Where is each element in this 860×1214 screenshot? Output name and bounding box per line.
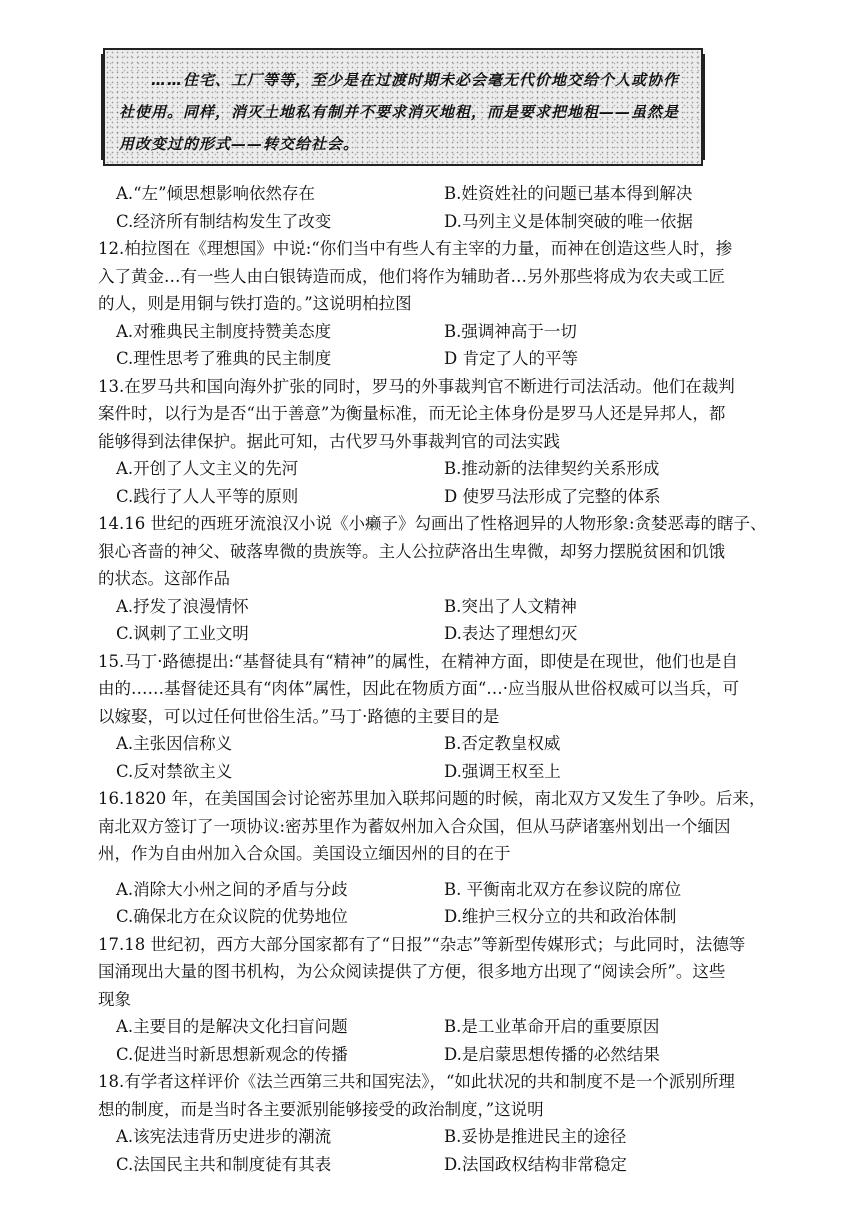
q18-option-d[interactable]: D.法国政权结构非常稳定 — [444, 1154, 627, 1174]
q16-stem-line: 南北双方签订了一项协议:密苏里作为蓄奴州加入合众国，但从马萨诸塞州划出一个缅因 — [98, 816, 731, 836]
q12-option-c[interactable]: C.理性思考了雅典的民主制度 — [116, 349, 332, 368]
q16-option-c[interactable]: C.确保北方在众议院的优势地位 — [116, 907, 348, 926]
q14-stem-line: 的状态。这部作品 — [98, 569, 230, 588]
q13-stem — [98, 373, 770, 456]
q16-stem — [98, 785, 770, 868]
q17-option-c[interactable]: C.促进当时新思想新观念的传播 — [116, 1044, 348, 1064]
q12-option-a[interactable]: A.对雅典民主制度持赞美态度 — [116, 321, 332, 341]
q11-option-b[interactable]: B.姓资姓社的问题已基本得到解决 — [444, 184, 693, 203]
q12-stem-line: 的人，则是用铜与铁打造的。”这说明柏拉图 — [98, 294, 412, 313]
question-17 — [98, 931, 770, 1069]
q16-stem-line: 州，作为自由州加入合众国。美国设立缅因州的目的在于 — [98, 844, 511, 863]
q12-option-b[interactable]: B.强调神高于一切 — [444, 321, 577, 341]
q18-stem-line: 18.有学者这样评价《法兰西第三共和国宪法》，“如此状况的共和制度不是一个派别所理 — [98, 1072, 735, 1091]
q15-stem-line: 15.马丁·路德提出:“基督徒具有“精神”的属性，在精神方面，即使是在现世，他们也是自 — [98, 651, 738, 671]
q18-option-a[interactable]: A.该宪法违背历史进步的潮流 — [116, 1127, 332, 1146]
q16-option-b[interactable]: B. 平衡南北双方在参议院的席位 — [444, 879, 682, 899]
q13-stem-line: 案件时，以行为是否“出于善意”为衡量标准，而无论主体身份是罗马人还是异邦人，都 — [98, 404, 726, 423]
q14-stem-line: 狠心吝啬的神父、破落卑微的贵族等。主人公拉萨洛出生卑微，却努力摆脱贫困和饥饿 — [98, 541, 725, 561]
q15-stem — [98, 648, 770, 731]
q17-stem-line: 现象 — [98, 989, 131, 1009]
q13-option-c[interactable]: C.践行了人人平等的原则 — [116, 486, 299, 506]
q14-option-d[interactable]: D.表达了理想幻灭 — [444, 624, 578, 643]
q15-stem-line: 以嫁娶，可以过任何世俗生活。”马丁·路德的主要目的是 — [98, 706, 500, 726]
q18-stem-line: 想的制度，而是当时各主要派别能够接受的政治制度，”这说明 — [98, 1099, 544, 1119]
question-16 — [98, 785, 770, 931]
quote-text: ……住宅、工厂等等，至少是在过渡时期未必会毫无代价地交给个人或协作社使用。同样，消灭土地私有制并不要求消灭地租，而是要求把地租——虽然是用改变过的形式——转交给社会。 — [119, 71, 680, 153]
q13-option-d[interactable]: D 使罗马法形成了完整的体系 — [444, 486, 661, 506]
q17-option-a[interactable]: A.主要目的是解决文化扫盲问题 — [116, 1017, 348, 1036]
q15-option-c[interactable]: C.反对禁欲主义 — [116, 761, 233, 781]
q18-stem — [98, 1068, 770, 1123]
q18-option-b[interactable]: B.妥协是推进民主的途径 — [444, 1127, 627, 1146]
q12-option-d[interactable]: D 肯定了人的平等 — [444, 349, 578, 368]
q17-option-d[interactable]: D.是启蒙思想传播的必然结果 — [444, 1044, 660, 1064]
q12-stem-line: 入了黄金…有一些人由白银铸造而成，他们将作为辅助者…另外那些将成为农夫或工匠 — [98, 266, 725, 286]
q15-option-b[interactable]: B.否定教皇权威 — [444, 734, 561, 753]
q13-stem-line: 能够得到法律保护。据此可知，古代罗马外事裁判官的司法实践 — [98, 431, 560, 451]
q14-option-c[interactable]: C.讽刺了工业文明 — [116, 624, 249, 643]
q17-stem-line: 17.18 世纪初，西方大部分国家都有了“日报”“杂志”等新型传媒形式；与此同时，法德等 — [98, 934, 746, 954]
q12-stem — [98, 235, 770, 318]
q13-option-a[interactable]: A.开创了人文主义的先河 — [116, 459, 299, 478]
quote-box — [103, 48, 703, 166]
q11-option-a[interactable]: A.“左”倾思想影响依然存在 — [116, 184, 316, 203]
question-list — [98, 180, 770, 1178]
q15-stem-line: 由的……基督徒还具有“肉体”属性，因此在物质方面“…·应当服从世俗权威可以当兵，可 — [98, 679, 740, 698]
q14-stem — [98, 510, 770, 593]
q16-option-a[interactable]: A.消除大小州之间的矛盾与分歧 — [116, 879, 348, 899]
q16-option-d[interactable]: D.维护三权分立的共和政治体制 — [444, 907, 677, 926]
question-11 — [98, 180, 770, 235]
q14-option-b[interactable]: B.突出了人文精神 — [444, 596, 577, 616]
q17-stem — [98, 931, 770, 1014]
q14-stem-line: 14.16 世纪的西班牙流浪汉小说《小癞子》勾画出了性格迥异的人物形象:贪婪恶毒的瞎子、 — [98, 514, 767, 533]
q12-stem-line: 12.柏拉图在《理想国》中说:“你们当中有些人有主宰的力量，而神在创造这些人时，掺 — [98, 239, 733, 258]
q15-option-a[interactable]: A.主张因信称义 — [116, 734, 233, 753]
q14-option-a[interactable]: A.抒发了浪漫情怀 — [116, 596, 249, 616]
q11-option-c[interactable]: C.经济所有制结构发生了改变 — [116, 211, 332, 231]
q15-option-d[interactable]: D.强调王权至上 — [444, 761, 561, 781]
q11-option-d[interactable]: D.马列主义是体制突破的唯一依据 — [444, 211, 693, 231]
question-14 — [98, 510, 770, 648]
q16-stem-line: 16.1820 年，在美国国会讨论密苏里加入联邦问题的时候，南北双方又发生了争吵。后来， — [98, 789, 766, 808]
question-13 — [98, 373, 770, 511]
question-18 — [98, 1068, 770, 1178]
q17-option-b[interactable]: B.是工业革命开启的重要原因 — [444, 1017, 660, 1036]
question-15 — [98, 648, 770, 786]
q18-option-c[interactable]: C.法国民主共和制度徒有其表 — [116, 1154, 332, 1174]
q13-stem-line: 13.在罗马共和国向海外扩张的同时，罗马的外事裁判官不断进行司法活动。他们在裁判 — [98, 376, 735, 396]
q17-stem-line: 国涌现出大量的图书机构，为公众阅读提供了方便，很多地方出现了“阅读会所”。这些 — [98, 962, 726, 981]
question-12 — [98, 235, 770, 373]
q13-option-b[interactable]: B.推动新的法律契约关系形成 — [444, 459, 660, 478]
